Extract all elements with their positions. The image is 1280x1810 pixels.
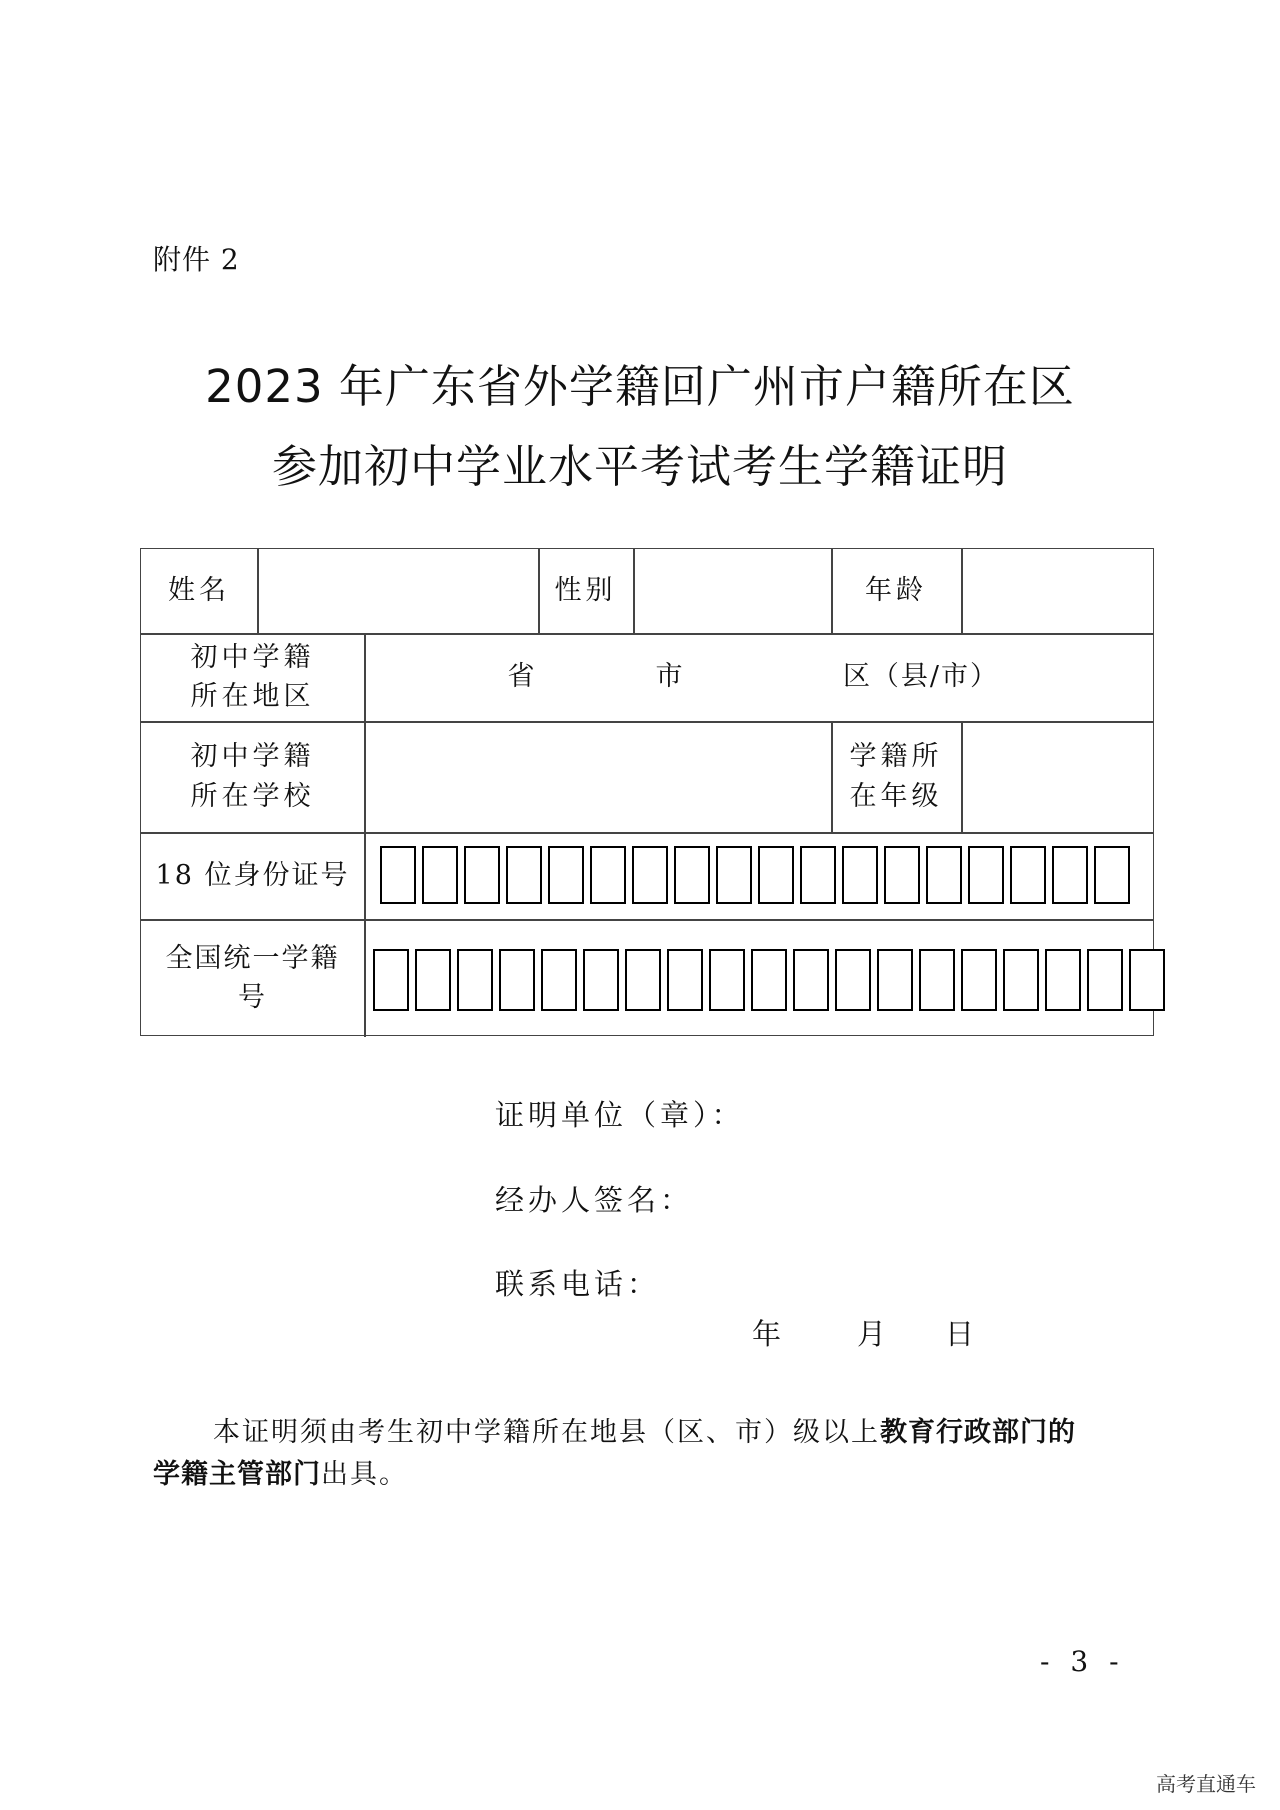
digit-box[interactable]: [926, 846, 962, 904]
student-number-label: 全国统一学籍 号: [165, 942, 340, 1013]
digit-box[interactable]: [632, 846, 668, 904]
school-label: 初中学籍 所在学校: [190, 741, 315, 812]
digit-box[interactable]: [506, 846, 542, 904]
student-status-form: [140, 548, 1154, 1036]
digit-box[interactable]: [919, 949, 955, 1011]
digit-box[interactable]: [1094, 846, 1130, 904]
city-label: 市: [655, 661, 687, 693]
name-field[interactable]: [258, 549, 538, 633]
id-number-boxes[interactable]: [380, 846, 1136, 904]
age-label: 年龄: [865, 575, 927, 607]
handler-signature-label: 经办人签名：: [495, 1183, 694, 1217]
digit-box[interactable]: [1129, 949, 1165, 1011]
province-label: 省: [507, 661, 539, 693]
col-divider: [364, 633, 366, 1037]
digit-box[interactable]: [674, 846, 710, 904]
digit-box[interactable]: [793, 949, 829, 1011]
digit-box[interactable]: [842, 846, 878, 904]
digit-box[interactable]: [716, 846, 752, 904]
note-text-1: 本证明须由考生初中学籍所在地县（区、市）级以上: [213, 1417, 880, 1448]
digit-box[interactable]: [625, 949, 661, 1011]
attachment-label: 附件 2: [153, 243, 240, 276]
digit-box[interactable]: [751, 949, 787, 1011]
digit-box[interactable]: [968, 846, 1004, 904]
student-number-boxes[interactable]: [373, 949, 1171, 1011]
page-number: - 3 -: [1040, 1645, 1125, 1678]
note-bold-1: 教育行政部门的: [880, 1417, 1076, 1448]
school-field[interactable]: [365, 721, 831, 832]
digit-box[interactable]: [1045, 949, 1081, 1011]
brand-watermark: 高考直通车: [1156, 1772, 1256, 1796]
age-field[interactable]: [962, 549, 1152, 633]
date-month: 月: [857, 1317, 887, 1351]
digit-box[interactable]: [961, 949, 997, 1011]
grade-field[interactable]: [962, 721, 1152, 832]
name-label: 姓名: [168, 575, 230, 607]
digit-box[interactable]: [877, 949, 913, 1011]
date-year: 年: [752, 1317, 782, 1351]
digit-box[interactable]: [415, 949, 451, 1011]
digit-box[interactable]: [758, 846, 794, 904]
gender-label: 性别: [554, 575, 617, 607]
digit-box[interactable]: [499, 949, 535, 1011]
digit-box[interactable]: [800, 846, 836, 904]
digit-box[interactable]: [1052, 846, 1088, 904]
digit-box[interactable]: [583, 949, 619, 1011]
region-label: 初中学籍 所在地区: [190, 641, 315, 712]
digit-box[interactable]: [457, 949, 493, 1011]
digit-box[interactable]: [548, 846, 584, 904]
document-title-line1: 2023 年广东省外学籍回广州市户籍所在区: [205, 360, 1075, 413]
gender-field[interactable]: [634, 549, 831, 633]
note-paragraph: [153, 1412, 1133, 1496]
contact-phone-label: 联系电话：: [495, 1267, 661, 1301]
digit-box[interactable]: [884, 846, 920, 904]
digit-box[interactable]: [709, 949, 745, 1011]
digit-box[interactable]: [1010, 846, 1046, 904]
digit-box[interactable]: [464, 846, 500, 904]
digit-box[interactable]: [835, 949, 871, 1011]
id-number-label: 18 位身份证号: [155, 859, 350, 891]
digit-box[interactable]: [380, 846, 416, 904]
note-text-2: 出具。: [321, 1459, 408, 1490]
digit-box[interactable]: [541, 949, 577, 1011]
grade-label: 学籍所 在年级: [849, 741, 943, 812]
district-label: 区（县/市）: [842, 661, 1000, 693]
digit-box[interactable]: [667, 949, 703, 1011]
digit-box[interactable]: [590, 846, 626, 904]
document-title-line2: 参加初中学业水平考试考生学籍证明: [271, 440, 1008, 493]
date-day: 日: [945, 1317, 975, 1351]
digit-box[interactable]: [1003, 949, 1039, 1011]
note-bold-2: 学籍主管部门: [153, 1459, 321, 1490]
digit-box[interactable]: [422, 846, 458, 904]
digit-box[interactable]: [373, 949, 409, 1011]
digit-box[interactable]: [1087, 949, 1123, 1011]
certifying-unit-label: 证明单位（章）：: [495, 1098, 745, 1132]
